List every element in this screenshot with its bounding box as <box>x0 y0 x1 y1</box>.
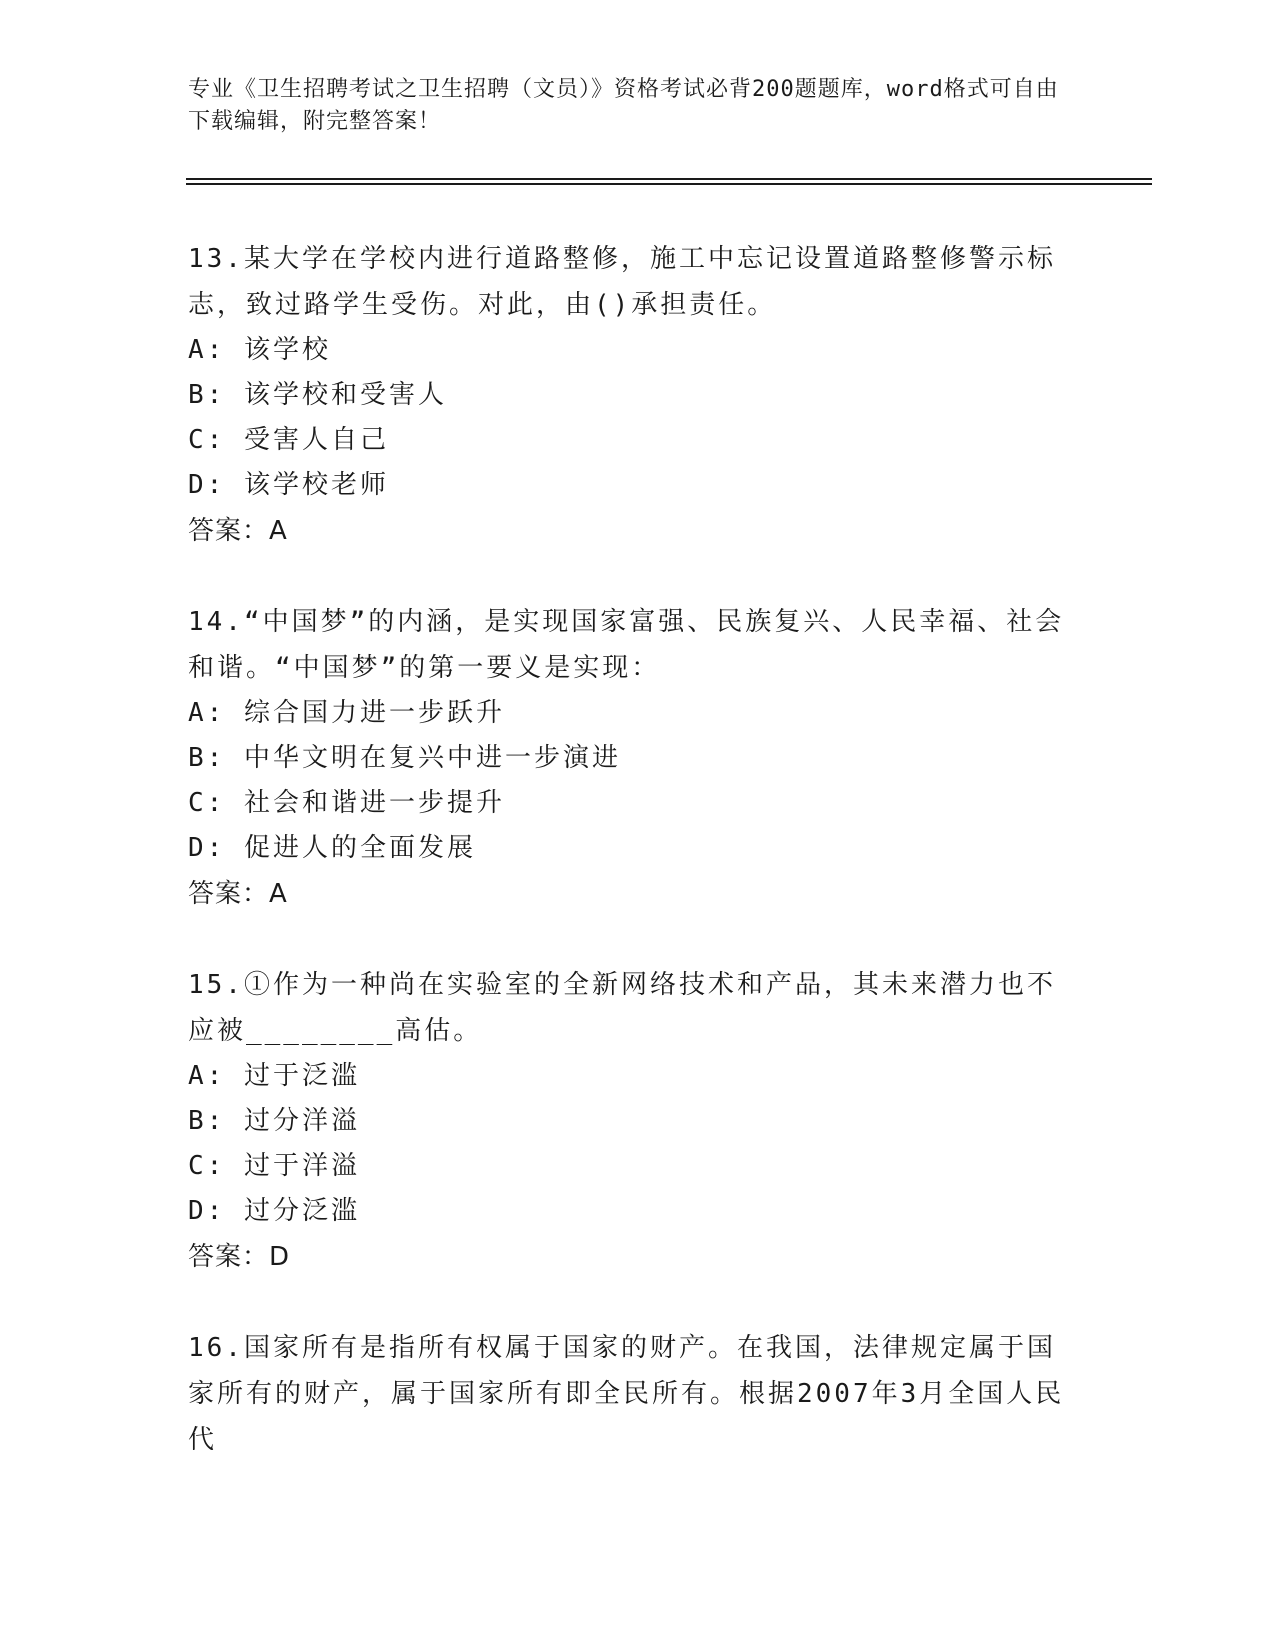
option-text: 该学校 <box>243 335 331 365</box>
option-key: C: <box>188 425 226 455</box>
option-b <box>188 736 1078 781</box>
option-text: 受害人自己 <box>243 425 389 455</box>
page-header: 专业《卫生招聘考试之卫生招聘（文员）》资格考试必背200题题库，word格式可自由下载编辑，附完整答案！ <box>188 77 1059 134</box>
header-divider-top <box>186 178 1152 180</box>
answer-line <box>188 508 1078 554</box>
option-a <box>188 691 1078 736</box>
option-text: 综合国力进一步跃升 <box>243 698 505 728</box>
option-c <box>188 1144 1078 1189</box>
option-d <box>188 1189 1078 1234</box>
option-b <box>188 1099 1078 1144</box>
option-text: 该学校老师 <box>243 470 389 500</box>
option-text: 促进人的全面发展 <box>243 833 476 863</box>
question-16 <box>188 1325 1078 1463</box>
answer-label: 答案： <box>188 1242 270 1272</box>
option-text: 过分洋溢 <box>243 1106 360 1136</box>
option-key: A: <box>188 1061 226 1091</box>
option-key: C: <box>188 788 226 818</box>
option-key: B: <box>188 380 226 410</box>
question-stem: 15.①作为一种尚在实验室的全新网络技术和产品，其未来潜力也不应被________高估。 <box>188 970 1056 1046</box>
option-key: D: <box>188 833 226 863</box>
option-text: 中华文明在复兴中进一步演进 <box>243 743 621 773</box>
question-stem: 14.“中国梦”的内涵，是实现国家富强、民族复兴、人民幸福、社会和谐。“中国梦”的第一要义是实现： <box>188 607 1065 683</box>
option-text: 过于洋溢 <box>243 1151 360 1181</box>
option-key: A: <box>188 698 226 728</box>
option-a <box>188 1054 1078 1099</box>
question-14 <box>188 599 1078 917</box>
answer-label: 答案： <box>188 516 270 546</box>
option-text: 该学校和受害人 <box>243 380 447 410</box>
question-list <box>188 236 1078 1508</box>
option-c <box>188 781 1078 826</box>
option-c <box>188 418 1078 463</box>
header-divider-bottom <box>186 183 1152 185</box>
answer-value: D <box>269 1242 291 1272</box>
question-stem: 16.国家所有是指所有权属于国家的财产。在我国，法律规定属于国家所有的财产，属于国家所有即全民所有。根据2007年3月全国人民代 <box>188 1333 1065 1455</box>
question-15 <box>188 962 1078 1280</box>
option-d <box>188 826 1078 871</box>
option-key: C: <box>188 1151 226 1181</box>
option-key: D: <box>188 1196 226 1226</box>
option-a <box>188 328 1078 373</box>
option-key: A: <box>188 335 226 365</box>
answer-value: A <box>269 516 288 546</box>
option-key: D: <box>188 470 226 500</box>
question-stem: 13.某大学在学校内进行道路整修，施工中忘记设置道路整修警示标志，致过路学生受伤。对此，由()承担责任。 <box>188 244 1056 320</box>
answer-line <box>188 1234 1078 1280</box>
answer-value: A <box>269 879 288 909</box>
answer-label: 答案： <box>188 879 270 909</box>
option-b <box>188 373 1078 418</box>
answer-line <box>188 871 1078 917</box>
question-13 <box>188 236 1078 554</box>
option-d <box>188 463 1078 508</box>
option-key: B: <box>188 1106 226 1136</box>
option-key: B: <box>188 743 226 773</box>
option-text: 社会和谐进一步提升 <box>243 788 505 818</box>
option-text: 过于泛滥 <box>243 1061 360 1091</box>
option-text: 过分泛滥 <box>243 1196 360 1226</box>
